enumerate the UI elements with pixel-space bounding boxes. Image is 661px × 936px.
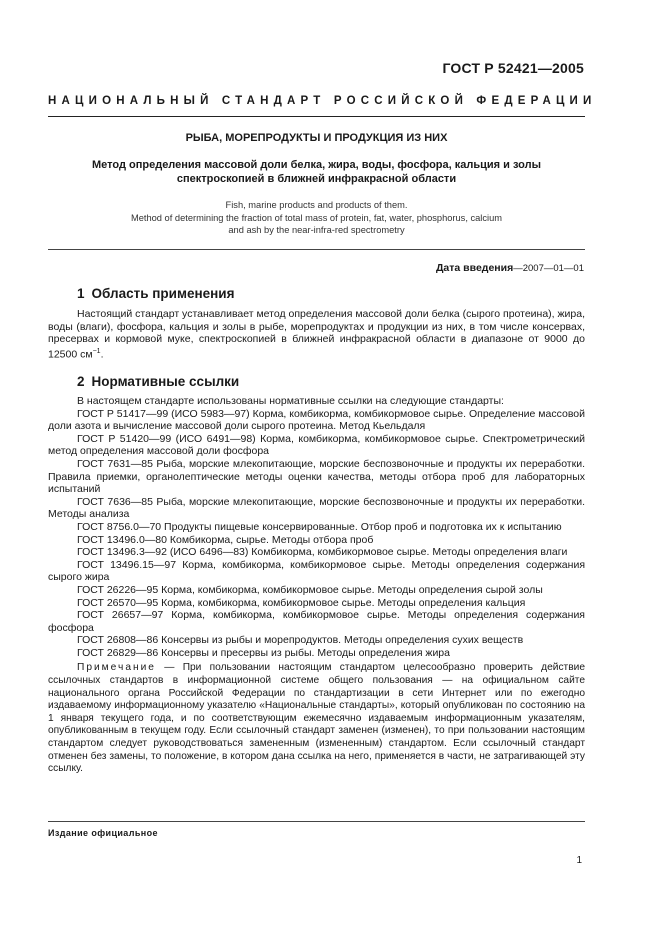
reference-item: ГОСТ Р 51417—99 (ИСО 5983—97) Корма, комбикорма, комбикормовое сырье. Определение массовой доли азота и вычисление массовой доли сырого протеина. Метод Кьельдаля <box>48 407 585 433</box>
subtitle-line-1: Метод определения массовой доли белка, жира, воды, фосфора, кальция и золы <box>92 159 541 171</box>
document-subtitle <box>70 158 563 186</box>
reference-item: ГОСТ 7631—85 Рыба, морские млекопитающие, морские беспозвоночные и продукты их переработки. Правила приемки, органолептические методы оценки качества, методы отбора проб для лабораторных испытаний <box>48 457 585 496</box>
reference-item: ГОСТ 13496.15—97 Корма, комбикорма, комбикормовое сырье. Методы определения содержания сырого жира <box>48 558 585 584</box>
introduction-date-value: —2007—01—01 <box>513 263 584 274</box>
section-1-paragraph <box>48 308 585 361</box>
reference-item: ГОСТ 26829—86 Консервы и пресервы из рыбы. Методы определения жира <box>77 646 450 659</box>
section-2-number: 2 <box>77 374 85 389</box>
note-paragraph <box>48 662 585 775</box>
wavenumber-exponent: −1 <box>92 347 101 355</box>
section-2-title: Нормативные ссылки <box>91 374 240 389</box>
section-1-text: Настоящий стандарт устанавливает метод определения массовой доли белка (сырого протеина), жира, воды (влаги), фосфора, кальция и золы в рыбе, морепродуктах и продукции из них, в том числе консервах, пресервах и кормовой муке, спектроскопией в ближней инфракрасной области в диапазоне от 9000 до 12500 см <box>48 308 585 361</box>
english-title-line-1: Fish, marine products and products of them. <box>225 200 408 210</box>
english-title-line-2: Method of determining the fraction of total mass of protein, fat, water, phosphorus, calcium <box>130 212 503 223</box>
reference-item: ГОСТ 13496.3—92 (ИСО 6496—83) Комбикорма, комбикормовое сырье. Методы определения влаги <box>77 546 568 559</box>
official-edition-label: Издание официальное <box>48 828 158 838</box>
reference-intro: В настоящем стандарте использованы нормативные ссылки на следующие стандарты: <box>77 395 504 407</box>
document-title: РЫБА, МОРЕПРОДУКТЫ И ПРОДУКЦИЯ ИЗ НИХ <box>185 132 448 144</box>
reference-item: ГОСТ 7636—85 Рыба, морские млекопитающие, морские беспозвоночные и продукты их переработки. Методы анализа <box>48 495 585 521</box>
section-2-heading <box>77 374 239 389</box>
section-1-text-end: . <box>100 348 104 361</box>
footer-divider <box>48 821 585 822</box>
section-1-heading <box>77 286 234 301</box>
reference-item: ГОСТ Р 51420—99 (ИСО 6491—98) Корма, комбикорма, комбикормовое сырье. Спектрометрический метод определения массовой доли фосфора <box>48 432 585 458</box>
english-title <box>70 199 563 237</box>
section-1-body <box>48 308 585 361</box>
section-2-body <box>48 395 585 776</box>
english-title-line-3: and ash by the near-infra-red spectrometry <box>228 225 405 235</box>
reference-item: ГОСТ 26657—97 Корма, комбикорма, комбикормовое сырье. Методы определения содержания фосфора <box>48 609 585 634</box>
reference-item: ГОСТ 26808—86 Консервы из рыбы и морепродуктов. Методы определения сухих веществ <box>77 634 524 647</box>
reference-item: ГОСТ 13496.0—80 Комбикорма, сырье. Методы отбора проб <box>77 533 374 546</box>
document-code: ГОСТ Р 52421—2005 <box>442 60 584 76</box>
introduction-date <box>436 262 584 274</box>
section-1-title: Область применения <box>91 286 235 301</box>
introduction-date-label: Дата введения <box>435 262 514 274</box>
national-standard-banner: НАЦИОНАЛЬНЫЙ СТАНДАРТ РОССИЙСКОЙ ФЕДЕРАЦИИ <box>48 95 597 107</box>
reference-item: ГОСТ 8756.0—70 Продукты пищевые консервированные. Отбор проб и подготовка их к испытанию <box>77 520 562 533</box>
title-divider <box>48 249 585 250</box>
subtitle-line-2: спектроскопией в ближней инфракрасной области <box>176 173 457 185</box>
header-divider <box>48 116 585 117</box>
note-label: Примечание <box>77 662 156 674</box>
page-number: 1 <box>576 855 582 866</box>
note-text: — При пользовании настоящим стандартом целесообразно проверить действие ссылочных стандартов в информационной системе общего пользования — на официальном сайте национального органа Российской Федерации по стандартизации в сети Интернет или по ежегодно издаваемому информационному указателю «Национальные стандарты», который опубликован по состоянию на 1 января текущего года, и по соответствующим ежемесячно издаваемым информационным указателям, опубликованным в текущем году. Если ссылочный стандарт заменен (изменен), то при пользовании настоящим стандартом следует руководствоваться замененным (измененным) стандартом. Если ссылочный стандарт отменен без замены, то положение, в котором дана ссылка на него, применяется в части, не затрагивающей эту ссылку. <box>48 662 585 775</box>
section-1-number: 1 <box>77 286 85 301</box>
reference-item: ГОСТ 26570—95 Корма, комбикорма, комбикормовое сырье. Методы определения кальция <box>77 596 526 609</box>
reference-item: ГОСТ 26226—95 Корма, комбикорма, комбикормовое сырье. Методы определения сырой золы <box>77 583 543 596</box>
